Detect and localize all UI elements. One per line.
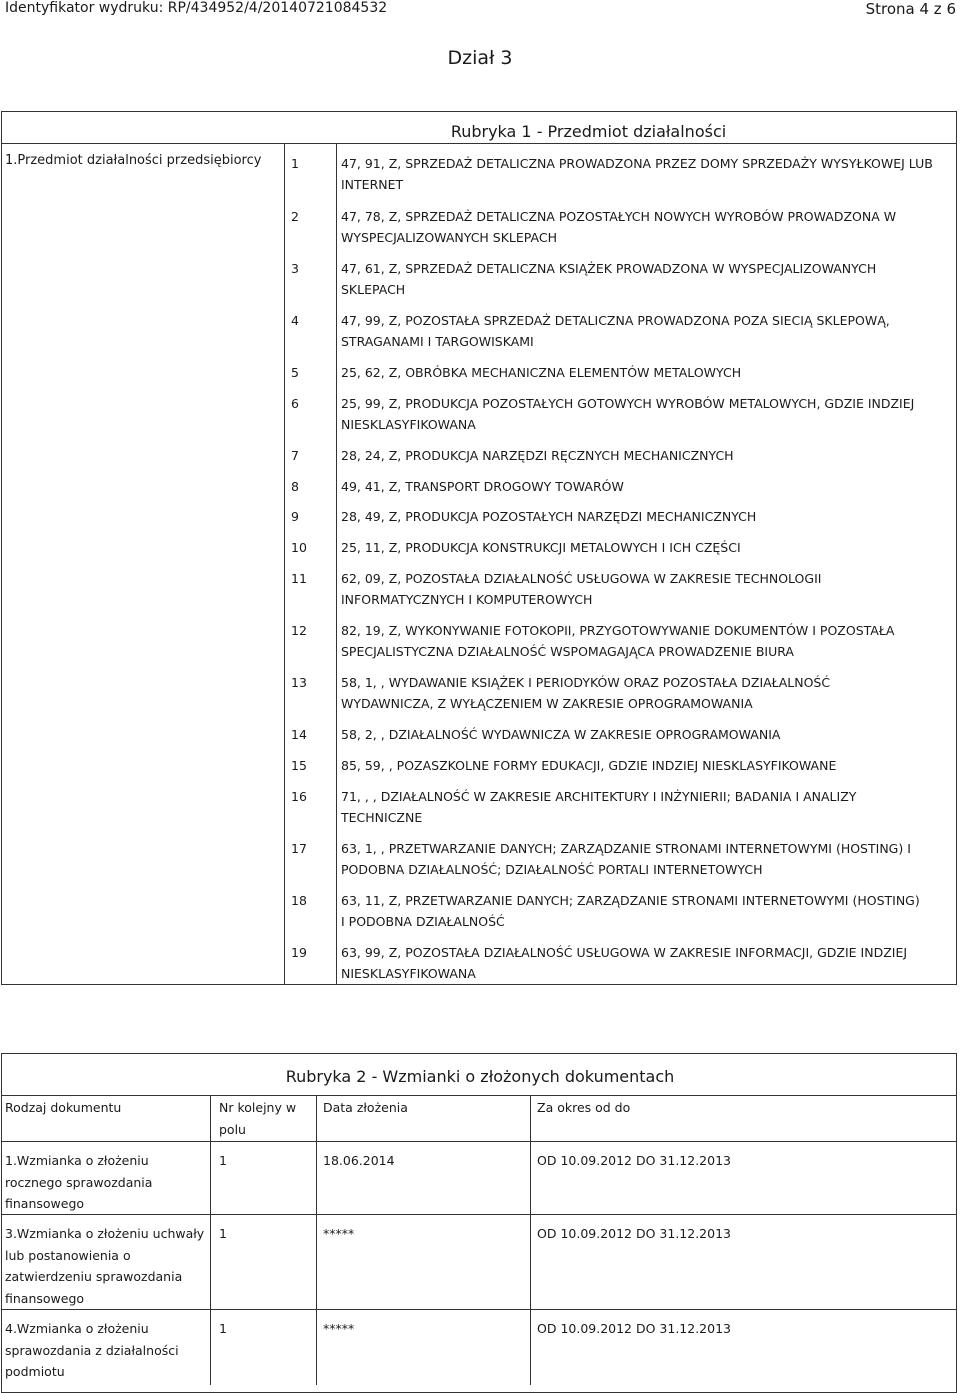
activity-number: 11 — [291, 571, 307, 586]
activity-row-label: 1.Przedmiot działalności przedsiębiorcy — [5, 153, 262, 168]
activity-description — [341, 393, 951, 435]
activity-description-line: 49, 41, Z, TRANSPORT DROGOWY TOWARÓW — [341, 479, 624, 494]
header-document-type-line: Rodzaj dokumentu — [5, 1100, 122, 1115]
document-type-line: podmiotu — [5, 1364, 65, 1379]
reporting-period — [537, 1318, 731, 1340]
activity-description-line: SKLEPACH — [341, 282, 406, 297]
documents-row-divider — [1, 1214, 957, 1215]
document-type-line: 3.Wzmianka o złożeniu uchwały — [5, 1226, 205, 1241]
header-period — [537, 1097, 630, 1119]
field-number-line: 1 — [219, 1321, 227, 1336]
activity-number: 12 — [291, 623, 307, 638]
rubryka-2-title: Rubryka 2 - Wzmianki o złożonych dokumentach — [285, 1067, 675, 1086]
header-submission-date — [323, 1097, 408, 1119]
activity-number: 18 — [291, 893, 307, 908]
field-number — [219, 1223, 227, 1245]
activity-number: 1 — [291, 156, 299, 171]
documents-header-divider — [1, 1141, 957, 1142]
activity-description-line: NIESKLASYFIKOWANA — [341, 417, 476, 432]
activity-description — [341, 755, 951, 776]
activity-description-line: 62, 09, Z, POZOSTAŁA DZIAŁALNOŚĆ USŁUGOWA W ZAKRESIE TECHNOLOGII — [341, 571, 822, 586]
activity-description-line: 85, 59, , POZASZKOLNE FORMY EDUKACJI, GDZIE INDZIEJ NIESKLASYFIKOWANE — [341, 758, 837, 773]
activity-description-line: PODOBNA DZIAŁALNOŚĆ; DZIAŁALNOŚĆ PORTALI INTERNETOWYCH — [341, 862, 763, 877]
activity-description-line: 58, 1, , WYDAWANIE KSIĄŻEK I PERIODYKÓW ORAZ POZOSTAŁA DZIAŁALNOŚĆ — [341, 675, 831, 690]
activity-description — [341, 258, 951, 300]
activity-description-line: WYDAWNICZA, Z WYŁĄCZENIEM W ZAKRESIE OPROGRAMOWANIA — [341, 696, 753, 711]
activity-description-line: 25, 62, Z, OBRÓBKA MECHANICZNA ELEMENTÓW METALOWYCH — [341, 365, 742, 380]
activity-description-line: 47, 91, Z, SPRZEDAŻ DETALICZNA PROWADZONA PRZEZ DOMY SPRZEDAŻY WYSYŁKOWEJ LUB — [341, 156, 933, 171]
activity-number: 7 — [291, 448, 299, 463]
activity-description — [341, 890, 951, 932]
activity-description — [341, 362, 951, 383]
reporting-period-line: OD 10.09.2012 DO 31.12.2013 — [537, 1321, 731, 1336]
activity-number: 19 — [291, 945, 307, 960]
document-type-line: sprawozdania z działalności — [5, 1342, 179, 1358]
document-type — [5, 1150, 152, 1215]
activity-description — [341, 153, 951, 195]
activity-description-line: 63, 11, Z, PRZETWARZANIE DANYCH; ZARZĄDZANIE STRONAMI INTERNETOWYMI (HOSTING) — [341, 893, 920, 908]
activity-description-line: INTERNET — [341, 177, 404, 192]
activity-number: 13 — [291, 675, 307, 690]
header-submission-date-line: Data złożenia — [323, 1100, 408, 1115]
activity-description — [341, 786, 951, 828]
document-type-line: lub postanowienia o — [5, 1247, 131, 1263]
submission-date — [323, 1318, 354, 1340]
submission-date-line: ***** — [323, 1226, 355, 1241]
submission-date — [323, 1223, 354, 1245]
reporting-period-line: OD 10.09.2012 DO 31.12.2013 — [537, 1226, 731, 1241]
document-type-line: rocznego sprawozdania — [5, 1174, 153, 1190]
submission-date — [323, 1150, 395, 1172]
activity-description — [341, 838, 951, 880]
documents-col-divider-1 — [210, 1095, 211, 1385]
document-type-line: 1.Wzmianka o złożeniu — [5, 1153, 149, 1168]
document-type-line: zatwierdzeniu sprawozdania — [5, 1269, 183, 1284]
activity-number: 2 — [291, 209, 299, 224]
header-document-type — [5, 1097, 121, 1119]
activity-description — [341, 310, 951, 352]
header-field-number-line: polu — [219, 1121, 246, 1137]
page-number: Strona 4 z 6 — [865, 0, 956, 18]
activity-description-line: WYSPECJALIZOWANYCH SKLEPACH — [341, 230, 557, 245]
activity-description — [341, 537, 951, 558]
activity-description — [341, 206, 951, 248]
activity-number: 8 — [291, 479, 299, 494]
activity-number: 16 — [291, 789, 307, 804]
activity-description-line: 28, 49, Z, PRODUKCJA POZOSTAŁYCH NARZĘDZI MECHANICZNYCH — [341, 509, 757, 524]
rubryka-1-title: Rubryka 1 - Przedmiot działalności — [450, 122, 727, 141]
activity-description-line: 25, 99, Z, PRODUKCJA POZOSTAŁYCH GOTOWYCH WYROBÓW METALOWYCH, GDZIE INDZIEJ — [341, 396, 915, 411]
activity-description-line: SPECJALISTYCZNA DZIAŁALNOŚĆ WSPOMAGAJĄCA PROWADZENIE BIURA — [341, 644, 794, 659]
activity-description-line: 71, , , DZIAŁALNOŚĆ W ZAKRESIE ARCHITEKTURY I INŻYNIERII; BADANIA I ANALIZY — [341, 789, 857, 804]
print-identifier: Identyfikator wydruku: RP/434952/4/20140721084532 — [5, 0, 388, 16]
activity-description-line: 25, 11, Z, PRODUKCJA KONSTRUKCJI METALOWYCH I ICH CZĘŚCI — [341, 540, 741, 555]
reporting-period — [537, 1150, 731, 1172]
reporting-period — [537, 1223, 731, 1245]
activity-number: 15 — [291, 758, 307, 773]
activity-description — [341, 620, 951, 662]
document-type-line: 4.Wzmianka o złożeniu — [5, 1321, 149, 1336]
activity-number: 14 — [291, 727, 307, 742]
rubryka-2-title-divider — [1, 1095, 957, 1096]
activity-description-line: INFORMATYCZNYCH I KOMPUTEROWYCH — [341, 592, 593, 607]
activity-description — [341, 942, 951, 984]
activity-description-line: 82, 19, Z, WYKONYWANIE FOTOKOPII, PRZYGOTOWYWANIE DOKUMENTÓW I POZOSTAŁA — [341, 623, 895, 638]
activity-number: 10 — [291, 540, 307, 555]
header-field-number-line: Nr kolejny w — [219, 1100, 297, 1115]
activity-description — [341, 568, 951, 610]
activity-description-line: 47, 78, Z, SPRZEDAŻ DETALICZNA POZOSTAŁYCH NOWYCH WYROBÓW PROWADZONA W — [341, 209, 897, 224]
activity-number: 4 — [291, 313, 299, 328]
document-type — [5, 1318, 179, 1383]
document-type-line: finansowego — [5, 1196, 85, 1211]
rubryka-1-col-divider-2 — [336, 143, 337, 985]
activity-description-line: NIESKLASYFIKOWANA — [341, 966, 476, 981]
field-number-line: 1 — [219, 1226, 227, 1241]
activity-number: 17 — [291, 841, 307, 856]
activity-description-line: I PODOBNA DZIAŁALNOŚĆ — [341, 914, 505, 929]
activity-description-line: 58, 2, , DZIAŁALNOŚĆ WYDAWNICZA W ZAKRESIE OPROGRAMOWANIA — [341, 727, 781, 742]
activity-description-line: 47, 99, Z, POZOSTAŁA SPRZEDAŻ DETALICZNA PROWADZONA POZA SIECIĄ SKLEPOWĄ, — [341, 313, 890, 328]
activity-description — [341, 724, 951, 745]
document-type — [5, 1223, 204, 1309]
section-title: Dział 3 — [447, 47, 513, 69]
rubryka-1-col-divider-1 — [284, 143, 285, 985]
activity-description-line: 28, 24, Z, PRODUKCJA NARZĘDZI RĘCZNYCH MECHANICZNYCH — [341, 448, 734, 463]
documents-col-divider-2 — [316, 1095, 317, 1385]
activity-description — [341, 476, 951, 497]
activity-description — [341, 506, 951, 527]
field-number — [219, 1318, 227, 1340]
header-period-line: Za okres od do — [537, 1100, 631, 1115]
activity-description-line: 63, 99, Z, POZOSTAŁA DZIAŁALNOŚĆ USŁUGOWA W ZAKRESIE INFORMACJI, GDZIE INDZIEJ — [341, 945, 908, 960]
activity-description-line: TECHNICZNE — [341, 810, 423, 825]
header-field-number — [219, 1097, 296, 1140]
activity-description-line: 47, 61, Z, SPRZEDAŻ DETALICZNA KSIĄŻEK PROWADZONA W WYSPECJALIZOWANYCH — [341, 261, 877, 276]
documents-row-divider — [1, 1309, 957, 1310]
reporting-period-line: OD 10.09.2012 DO 31.12.2013 — [537, 1153, 731, 1168]
activity-number: 5 — [291, 365, 299, 380]
activity-description — [341, 672, 951, 714]
documents-col-divider-3 — [530, 1095, 531, 1385]
activity-description-line: 63, 1, , PRZETWARZANIE DANYCH; ZARZĄDZANIE STRONAMI INTERNETOWYMI (HOSTING) I — [341, 841, 911, 856]
field-number — [219, 1150, 227, 1172]
activity-number: 9 — [291, 509, 299, 524]
activity-number: 3 — [291, 261, 299, 276]
activity-description — [341, 445, 951, 466]
submission-date-line: ***** — [323, 1321, 355, 1336]
activity-number: 6 — [291, 396, 299, 411]
activity-description-line: STRAGANAMI I TARGOWISKAMI — [341, 334, 534, 349]
submission-date-line: 18.06.2014 — [323, 1153, 395, 1168]
rubryka-1-divider — [1, 143, 957, 144]
field-number-line: 1 — [219, 1153, 227, 1168]
document-type-line: finansowego — [5, 1290, 85, 1306]
